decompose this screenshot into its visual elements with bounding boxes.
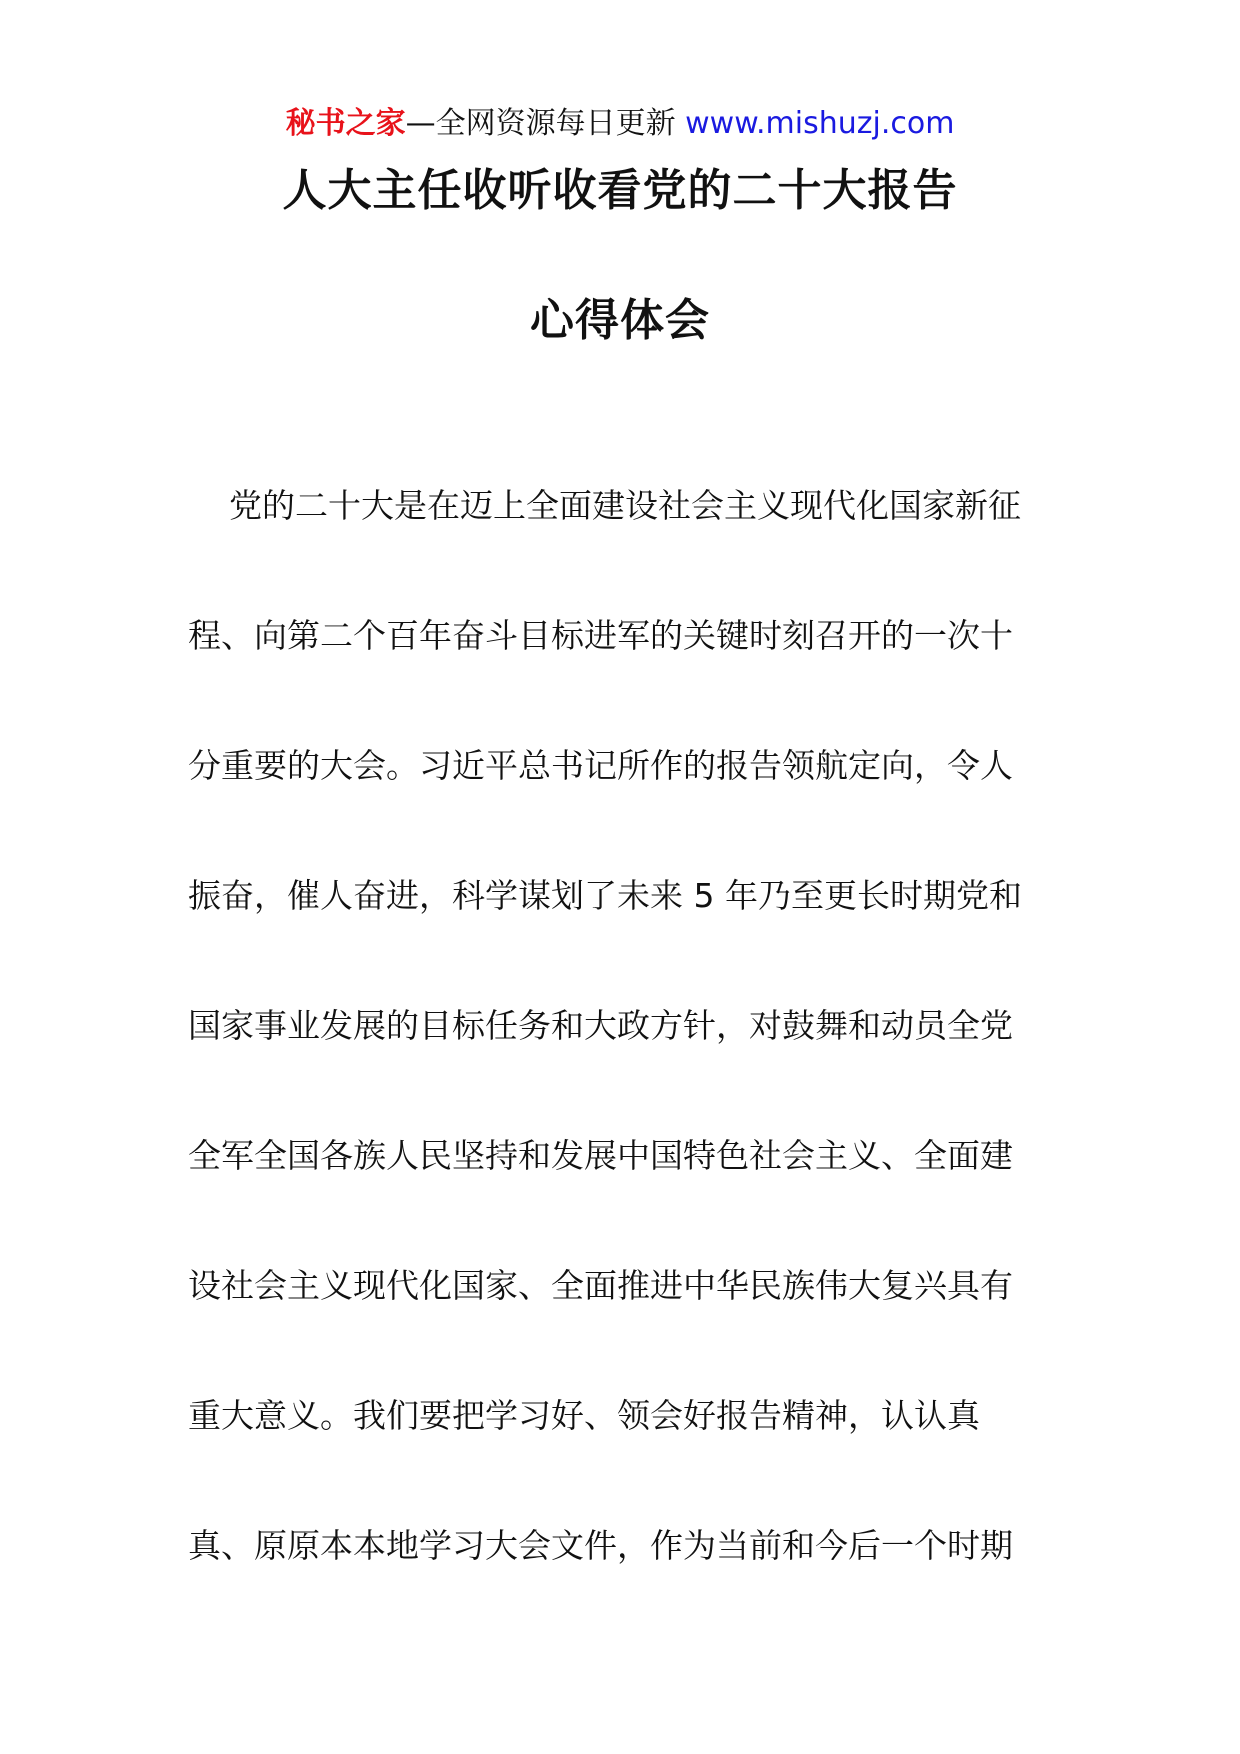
body-line-3: 分重要的大会。习近平总书记所作的报告领航定向，令人: [188, 746, 1013, 785]
body-line-6: 全军全国各族人民坚持和发展中国特色社会主义、全面建: [188, 1136, 1013, 1175]
site-tagline: —全网资源每日更新: [405, 106, 676, 141]
body-line-8: 重大意义。我们要把学习好、领会好报告精神，认认真: [188, 1396, 980, 1435]
body-line-7: 设社会主义现代化国家、全面推进中华民族伟大复兴具有: [188, 1266, 1013, 1305]
body-line-1: 党的二十大是在迈上全面建设社会主义现代化国家新征: [229, 486, 1021, 525]
document-title-line-2: 心得体会: [530, 295, 710, 346]
site-name: 秘书之家: [285, 106, 406, 141]
body-line-9: 真、原原本本地学习大会文件，作为当前和今后一个时期: [188, 1526, 1013, 1565]
document-title-line-1: 人大主任收听收看党的二十大报告: [282, 165, 958, 216]
body-line-4: 振奋，催人奋进，科学谋划了未来 5 年乃至更长时期党和: [188, 876, 1022, 915]
site-url-link[interactable]: www.mishuzj.com: [685, 106, 955, 141]
body-line-2: 程、向第二个百年奋斗目标进军的关键时刻召开的一次十: [188, 616, 1013, 655]
body-line-5: 国家事业发展的目标任务和大政方针，对鼓舞和动员全党: [188, 1006, 1013, 1045]
site-header: [0, 104, 1240, 144]
